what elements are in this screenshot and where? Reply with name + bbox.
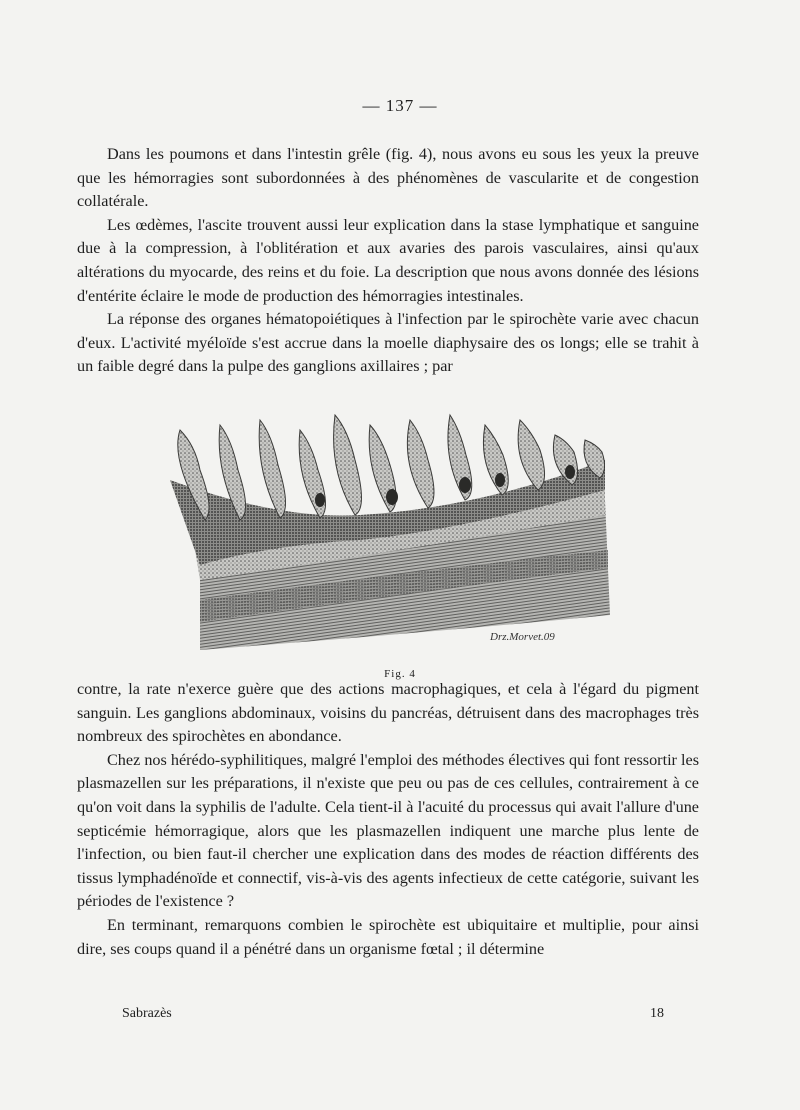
footer-author: Sabrazès [122, 1006, 172, 1021]
histology-figure [160, 400, 620, 664]
paragraph: Dans les poumons et dans l'intestin grêle (fig. 4), nous avons eu sous les yeux la preuve que les hémorragies sont subordonnées à des phénomènes de vascularite et de congestion collatérale. [77, 145, 699, 211]
paragraph: Les œdèmes, l'ascite trouvent aussi leur explication dans la stase lymphatique et sanguine due à la compression, à l'oblitération et aux avaries des parois vasculaires, ainsi qu'aux altérations du myocarde, des reins et du foie. La description que nous avons donnée des lésions d'entérite éclaire le mode de production des hémorragies intestinales. [77, 215, 699, 305]
intestinal-tissue-drawing [160, 400, 620, 664]
page-number: — 137 — [362, 96, 438, 115]
paragraph: contre, la rate n'exerce guère que des actions macrophagiques, et cela à l'égard du pigment sanguin. Les ganglions abdominaux, voisins du pancréas, détruisent dans des macrophages très nombreux des spirochètes en abondance. [77, 680, 699, 746]
body-text-top [77, 143, 699, 379]
paragraph: En terminant, remarquons combien le spirochète est ubiquitaire et multiplie, pour ainsi dire, ses coups quand il a pénétré dans un organisme fœtal ; il détermine [77, 915, 699, 958]
figure-caption: Fig. 4 [384, 668, 416, 680]
footer-signature-mark: 18 [650, 1006, 664, 1021]
paragraph: Chez nos hérédo-syphilitiques, malgré l'emploi des méthodes électives qui font ressortir les plasmazellen sur les préparations, il n'existe que peu ou pas de ces cellules, contrairement à ce qu'on voit dans la syphilis de l'adulte. Cela tient-il à l'acuité du processus qui avait l'allure d'une septicémie hémorragique, alors que les plasmazellen indiquent une marche plus lente de l'infection, ou bien faut-il chercher une explication dans des modes de réaction différents des tissus lymphadénoïde et connectif, vis-à-vis des agents infectieux de cette catégorie, suivant les périodes de l'existence ? [77, 750, 699, 911]
paragraph: La réponse des organes hématopoiétiques à l'infection par le spirochète varie avec chacun d'eux. L'activité myéloïde s'est accrue dans la moelle diaphysaire des os longs; elle se trahit à un faible degré dans la pulpe des ganglions axillaires ; par [77, 310, 699, 376]
body-text-bottom [77, 678, 699, 961]
engraver-signature: Drz.Morvet.09 [490, 631, 555, 643]
